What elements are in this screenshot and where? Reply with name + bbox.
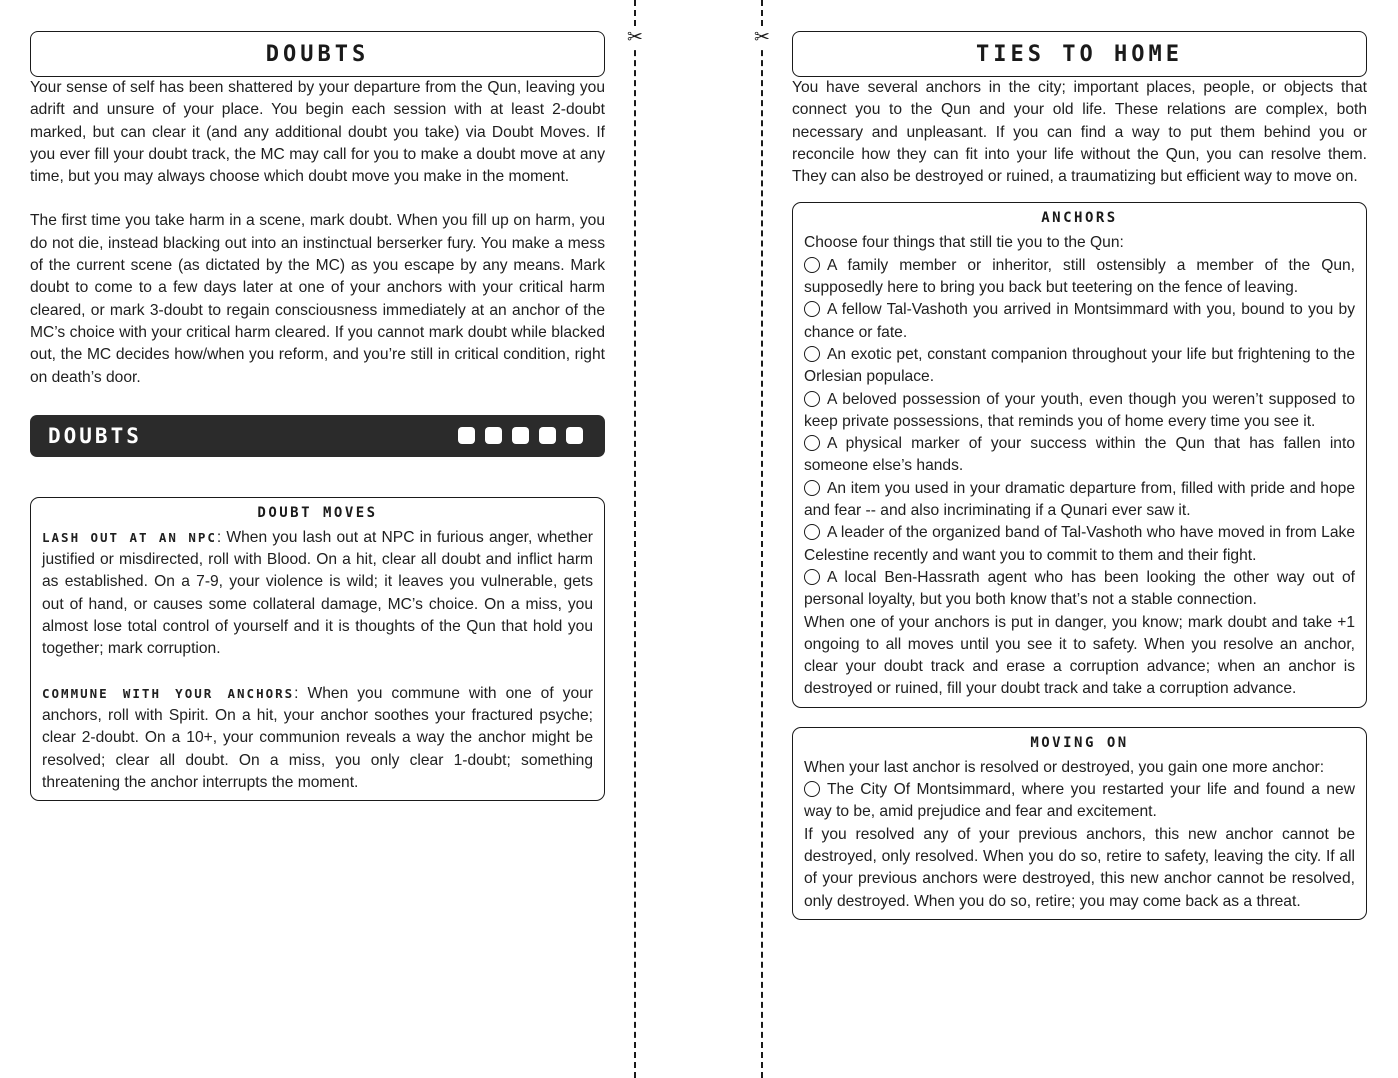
anchor-option (804, 255, 1355, 300)
move-name: LASH OUT AT AN NPC (42, 529, 217, 545)
anchor-checkbox[interactable] (804, 781, 820, 797)
intro-paragraph: Your sense of self has been shattered by your departure from the Qun, leaving you adrift and unsure of your place. You begin each session with at least 2-doubt marked, but can clear it (and any additional doubt you take) via Doubt Moves. If you ever fill your doubt track, the MC may call for you to make a doubt move at any time, but you may always choose which doubt move you make in the moment. (30, 79, 605, 186)
moving-on-option (804, 779, 1355, 824)
anchors-prompt: Choose four things that still tie you to the Qun: (804, 234, 1124, 252)
anchor-option-text: An item you used in your dramatic departure from, filled with pride and hope and fear -- and also incriminating if a Qunari ever saw it. (804, 479, 1355, 520)
left-page (30, 0, 605, 801)
page-title: DOUBTS (30, 31, 605, 77)
anchor-option (804, 522, 1355, 567)
doubt-checkbox[interactable] (566, 427, 583, 444)
doubt-checkbox[interactable] (512, 427, 529, 444)
anchor-option-text: A leader of the organized band of Tal-Vashoth who have moved in from Lake Celestine recently and want you to commit to them and their fight. (804, 524, 1355, 564)
cut-line-right (761, 0, 763, 1078)
anchor-checkbox[interactable] (804, 524, 820, 540)
move-description (42, 527, 593, 661)
anchor-option (804, 567, 1355, 612)
anchor-option-text: A local Ben-Hassrath agent who has been looking the other way out of personal loyalty, but you both know that’s not a stable connection. (804, 568, 1355, 609)
anchor-checkbox[interactable] (804, 346, 820, 362)
panel-title: DOUBT MOVES (257, 504, 378, 521)
anchor-option-text: A family member or inheritor, still ostensibly a member of the Qun, supposedly here to bring you back but teetering on the fence of leaving. (804, 256, 1355, 297)
moving-on-option-text: The City Of Montsimmard, where you restarted your life and found a new way to be, amid prejudice and fear and excitement. (804, 781, 1355, 821)
moving-on-closing: If you resolved any of your previous anchors, this new anchor cannot be destroyed, only resolved. When you do so, retire to safety, leaving the city. If all of your previous anchors were destroyed, this new anchor cannot be resolved, only destroyed. When you do so, retire; you may come back as a threat. (804, 825, 1355, 910)
anchor-option (804, 433, 1355, 478)
anchor-checkbox[interactable] (804, 435, 820, 451)
intro-paragraph: You have several anchors in the city; important places, people, or objects that connect you to the Qun and your old life. These relations are complex, both necessary and unpleasant. If you can find a way to put them behind you or reconcile how they can fit into your life without the Qun, you can resolve them. They can also be destroyed or ruined, a traumatizing but efficient way to move on. (792, 79, 1367, 186)
anchor-option (804, 389, 1355, 434)
anchor-checkbox[interactable] (804, 301, 820, 317)
anchor-option-text: A beloved possession of your youth, even though you weren’t supposed to keep private possessions, that reminds you of home every time you see it. (804, 390, 1355, 430)
cut-line-left (634, 0, 636, 1078)
panel-title: MOVING ON (1030, 734, 1129, 751)
anchor-option (804, 478, 1355, 523)
anchor-option-text: A fellow Tal-Vashoth you arrived in Montsimmard with you, bound to you by chance or fate. (804, 301, 1355, 341)
moving-on-prompt: When your last anchor is resolved or destroyed, you gain one more anchor: (804, 758, 1325, 776)
doubt-checkbox[interactable] (458, 427, 475, 444)
move-name: COMMUNE WITH YOUR ANCHORS (42, 685, 295, 701)
doubt-track-boxes (458, 427, 583, 444)
anchor-option-text: An exotic pet, constant companion throughout your life but frightening to the Orlesian populace. (804, 345, 1355, 386)
doubt-moves-panel (30, 497, 605, 801)
doubt-track-title: DOUBTS (48, 423, 142, 448)
anchor-checkbox[interactable] (804, 569, 820, 585)
anchor-option-text: A physical marker of your success within the Qun that has fallen into someone else’s hands. (804, 435, 1355, 475)
intro-paragraph: The first time you take harm in a scene, mark doubt. When you fill up on harm, you do not die, instead blacking out into an instinctual berserker fury. You make a mess of the current scene (as dictated by the MC) as you escape by any means. Mark doubt to come to a few days later at one of your anchors with your critical harm cleared, or mark 3-doubt to regain consciousness immediately at an anchor of the MC’s choice with your critical harm cleared. If you cannot mark doubt while blacked out, the MC decides how/when you reform, and you’re still in critical condition, right on death’s door. (30, 212, 605, 386)
anchor-option (804, 344, 1355, 389)
scissors-icon: ✂ (625, 27, 645, 47)
doubt-checkbox[interactable] (539, 427, 556, 444)
anchors-panel (792, 202, 1367, 707)
move-description (42, 683, 593, 794)
doubt-track (30, 415, 605, 457)
page-title: TIES TO HOME (792, 31, 1367, 77)
right-page (792, 0, 1367, 920)
move-text: : When you lash out at NPC in furious anger, whether justified or misdirected, roll with Blood. On a hit, clear all doubt and inflict harm as established. On a 7-9, your violence is wild; it leaves you vulnerable, gets out of hand, or causes some collateral damage, MC’s choice. On a miss, you almost lose total control of yourself and it is thoughts of the Qun that hold you together; mark corruption. (42, 528, 593, 658)
anchor-checkbox[interactable] (804, 480, 820, 496)
doubt-checkbox[interactable] (485, 427, 502, 444)
panel-title: ANCHORS (1041, 210, 1118, 227)
scissors-icon: ✂ (752, 27, 772, 47)
anchors-closing: When one of your anchors is put in danger, you know; mark doubt and take +1 ongoing to all moves until you see it to safety. When you resolve an anchor, clear your doubt track and erase a corruption advance; when an anchor is destroyed or ruined, fill your doubt track and take a corruption advance. (804, 613, 1355, 698)
moving-on-panel (792, 727, 1367, 920)
move-text: : When you commune with one of your anchors, roll with Spirit. On a hit, your anchor soothes your fractured psyche; clear 2-doubt. On a 10+, your communion reveals a way the anchor might be resolved; clear all doubt. On a miss, you only clear 1-doubt; something threatening the anchor interrupts the moment. (42, 684, 593, 791)
anchor-checkbox[interactable] (804, 257, 820, 273)
anchor-option (804, 299, 1355, 344)
anchor-checkbox[interactable] (804, 391, 820, 407)
